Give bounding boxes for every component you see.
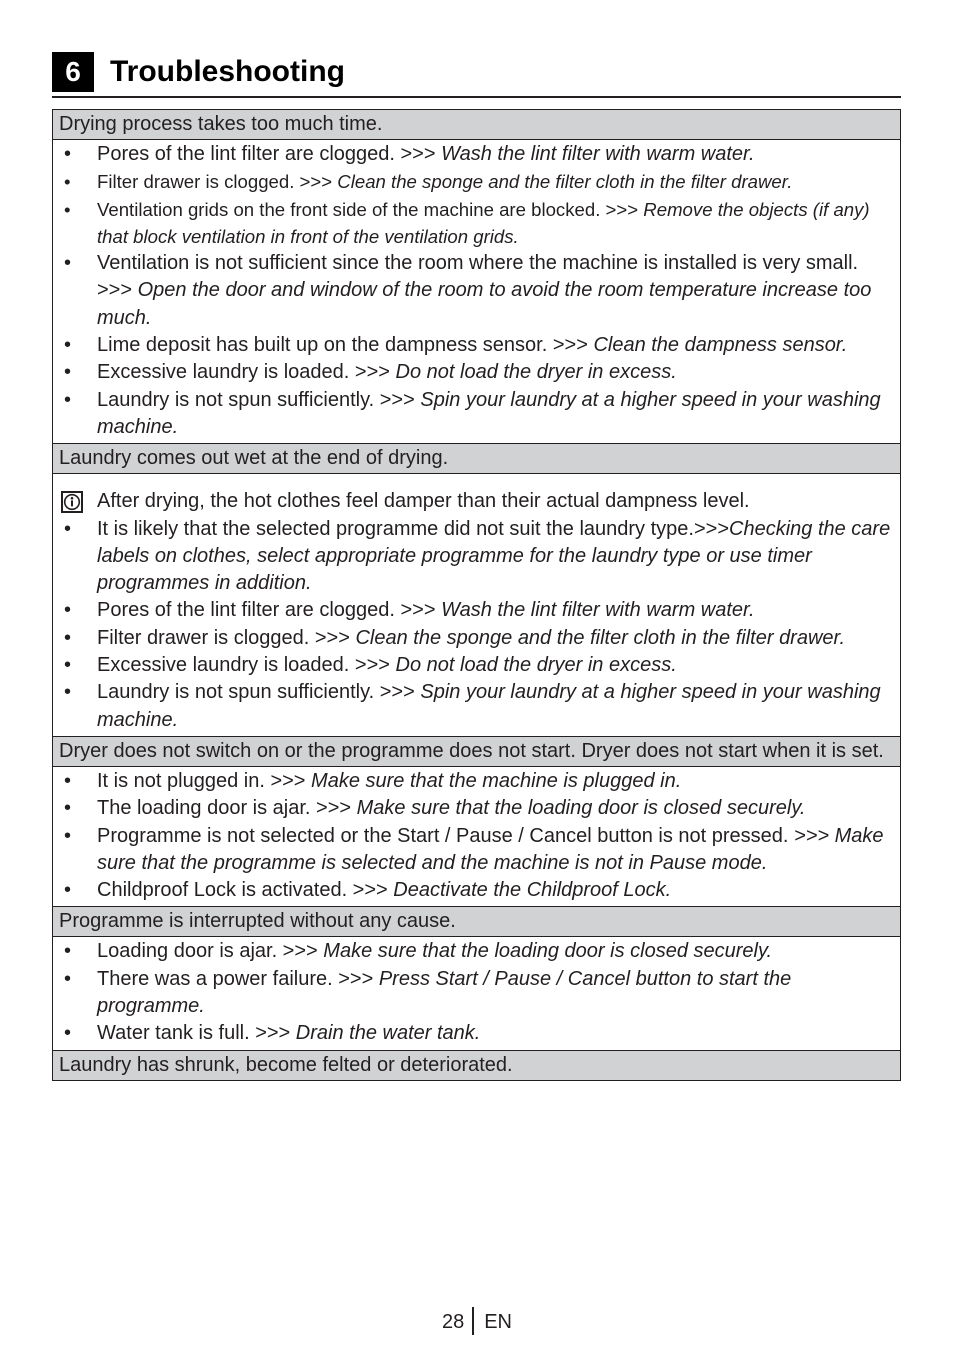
action-text: Clean the dampness sensor. [593, 334, 848, 357]
list-item [59, 359, 894, 386]
action-text: Clean the sponge and the filter cloth in the filter drawer. [355, 626, 846, 649]
bullet-icon: • [64, 824, 72, 847]
cause-text: Water tank is full. >>> [97, 1022, 296, 1045]
action-text: Wash the lint filter with warm water. [441, 143, 755, 165]
list-item [59, 332, 894, 359]
footer-divider [472, 1307, 474, 1335]
action-text: Deactivate the Childproof Lock. [393, 879, 672, 902]
cause-text: Ventilation is not sufficient since the room where the machine is installed is very small. >>> [97, 252, 859, 302]
bullet-icon: • [64, 967, 72, 990]
page-title: Troubleshooting [110, 55, 345, 88]
list-item [59, 387, 894, 442]
problem-solutions [53, 936, 900, 1049]
list-item [59, 966, 894, 1021]
cause-text: Excessive laundry is loaded. >>> [97, 361, 396, 384]
cause-text: The loading door is ajar. >>> [97, 797, 357, 820]
bullet-icon: • [64, 626, 72, 649]
problem-solutions [53, 766, 900, 906]
cause-text: Programme is not selected or the Start / Pause / Cancel button is not pressed. [97, 824, 795, 847]
section-number: 6 [52, 52, 94, 92]
list-item [59, 877, 894, 904]
list-item [59, 516, 894, 598]
info-text: After drying, the hot clothes feel damper than their actual dampness level. [97, 490, 750, 513]
action-text: Make sure that the loading door is closed securely. [323, 940, 773, 963]
problem-solutions [53, 473, 900, 736]
list-item [59, 652, 894, 679]
bullet-icon: • [64, 879, 72, 902]
action-text: Open the door and window of the room to avoid the room temperature increase too much. [97, 279, 872, 329]
cause-text: Laundry is not spun sufficiently. >>> [97, 388, 421, 411]
cause-text: Lime deposit has built up on the dampness sensor. >>> [97, 334, 594, 357]
troubleshooting-table [52, 109, 901, 1081]
section-heading [52, 52, 901, 98]
list-item [59, 938, 894, 965]
action-text: Do not load the dryer in excess. [395, 361, 677, 384]
bullet-icon: • [64, 654, 72, 677]
action-text: Spin your laundry at a higher speed in your washing machine. [97, 681, 881, 731]
action-text: Make sure that the machine is plugged in. [311, 769, 682, 792]
action-text: Spin your laundry at a higher speed in your washing machine. [97, 388, 881, 438]
cause-text: Loading door is ajar. >>> [97, 940, 324, 963]
problem-title: Drying process takes too much time. [53, 110, 900, 139]
action-text: Checking the care labels on clothes, select appropriate programme for the laundry type or use timer programmes in addition. [97, 517, 891, 595]
list-item [59, 823, 894, 878]
bullet-icon: • [64, 198, 71, 220]
problem-title: Dryer does not switch on or the programme does not start. Dryer does not start when it is set. [53, 736, 900, 766]
bullet-icon: • [64, 769, 72, 792]
cause-text: It is likely that the selected programme did not suit the laundry type.>>> [97, 517, 730, 540]
list-item [59, 625, 894, 652]
cause-text: There was a power failure. >>> [97, 967, 379, 990]
problem-title: Laundry has shrunk, become felted or deteriorated. [53, 1050, 900, 1080]
list-item [59, 1020, 894, 1047]
language-code: EN [484, 1311, 513, 1333]
action-text: Do not load the dryer in excess. [395, 654, 677, 677]
bullet-icon: • [64, 599, 72, 622]
cause-text: Laundry is not spun sufficiently. >>> [97, 681, 421, 704]
list-item [59, 196, 894, 251]
action-text: Press Start / Pause / Cancel button to start the programme. [97, 967, 792, 1018]
cause-text: Filter drawer is clogged. >>> [97, 626, 356, 649]
list-item [59, 597, 894, 624]
cause-text: Childproof Lock is activated. >>> [97, 879, 394, 902]
info-note [59, 488, 894, 515]
problem-title: Laundry comes out wet at the end of drying. [53, 443, 900, 473]
action-text: Drain the water tank. [295, 1022, 481, 1045]
bullet-icon: • [64, 517, 72, 540]
problem-title: Programme is interrupted without any cause. [53, 906, 900, 936]
list-item [59, 768, 894, 795]
list-item [59, 250, 894, 332]
info-icon [61, 491, 83, 513]
bullet-icon: • [64, 252, 72, 275]
cause-text: It is not plugged in. >>> [97, 769, 312, 792]
bullet-icon: • [64, 388, 72, 411]
bullet-icon: • [64, 1022, 72, 1045]
page-number: 28 [441, 1311, 465, 1333]
action-text: >>> Make sure that the programme is selected and the machine is not in Pause mode. [97, 824, 884, 874]
list-item [59, 168, 894, 195]
list-item [59, 679, 894, 734]
cause-text: Ventilation grids on the front side of the machine are blocked. >>> [97, 198, 644, 220]
cause-text: Pores of the lint filter are clogged. >>> [97, 599, 442, 622]
page-footer [0, 1308, 954, 1337]
action-text: Clean the sponge and the filter cloth in the filter drawer. [337, 171, 793, 193]
cause-text: Pores of the lint filter are clogged. >>> [97, 143, 442, 165]
bullet-icon: • [64, 143, 72, 165]
cause-text: Excessive laundry is loaded. >>> [97, 654, 396, 677]
bullet-icon: • [64, 681, 72, 704]
bullet-icon: • [64, 361, 72, 384]
cause-text: Filter drawer is clogged. >>> [97, 171, 338, 193]
list-item [59, 795, 894, 822]
action-text: Make sure that the loading door is closed securely. [356, 797, 806, 820]
bullet-icon: • [64, 334, 72, 357]
bullet-icon: • [64, 171, 71, 193]
action-text: Remove the objects (if any) that block ventilation in front of the ventilation grids. [97, 198, 870, 247]
list-item [59, 141, 894, 168]
bullet-icon: • [64, 797, 72, 820]
bullet-icon: • [64, 940, 72, 963]
action-text: Wash the lint filter with warm water. [441, 599, 755, 622]
problem-solutions [53, 139, 900, 443]
